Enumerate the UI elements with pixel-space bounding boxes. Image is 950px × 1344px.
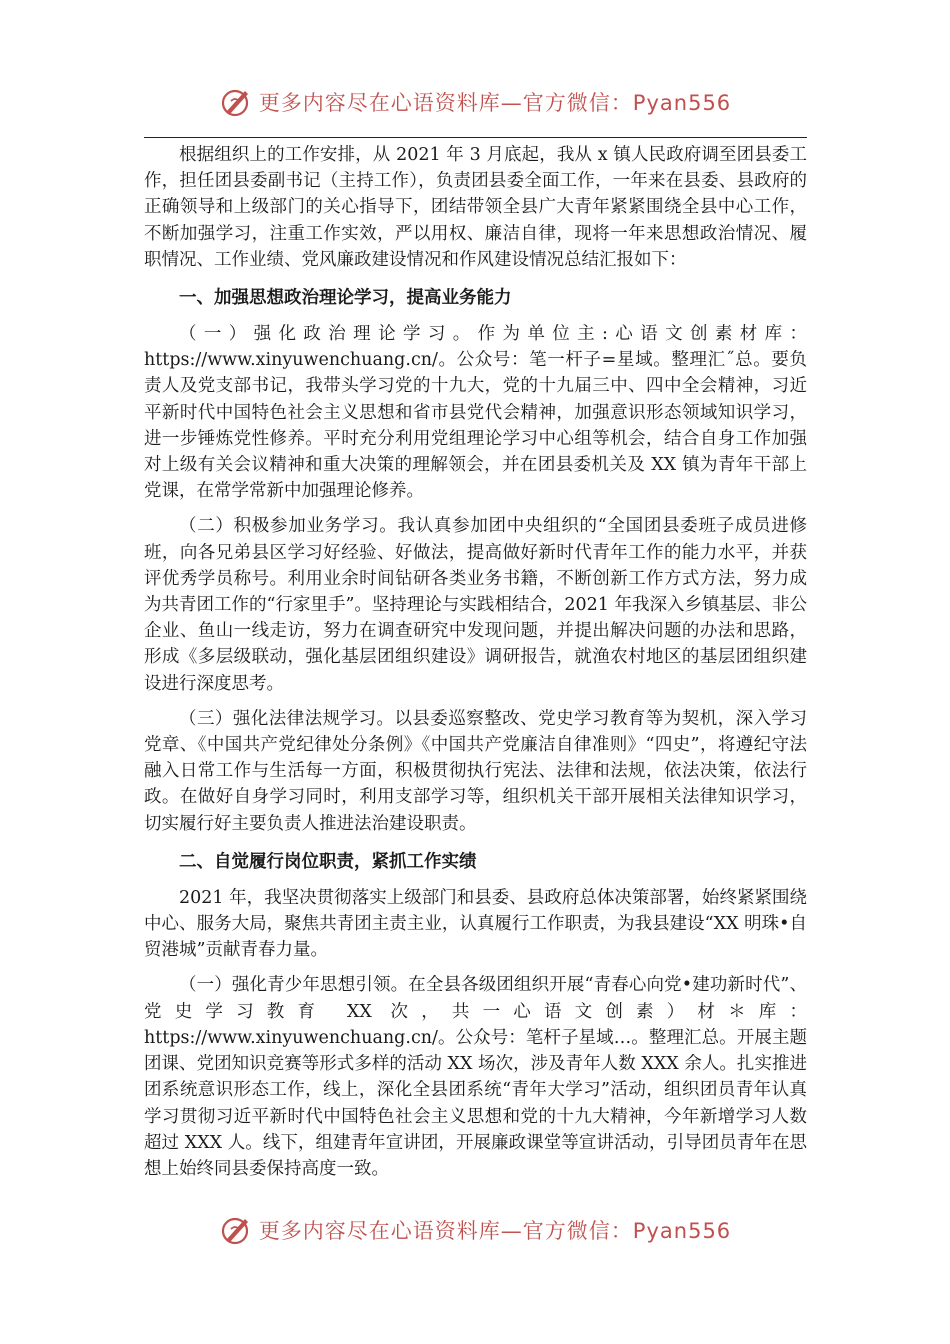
section1-paragraph-1: （一）强化政治理论学习。作为单位主:心语文创素材库：https://www.xinyuwenchuang.cn/。公众号：笔一杆子=星域。整理汇˝总。要负责人及党支部书记，我带头学习党的十九大，党的十九届三中、四中全会精神，习近平新时代中国特色社会主义思想和省市县党代会精神，加强意识形态领域知识学习，进一步锤炼党性修养。平时充分利用党组理论学习中心组等机会，结合自身工作加强对上级有关会议精神和重大决策的理解领会，并在团县委机关及 XX 镇为青年干部上党课，在常学常新中加强理论修养。 <box>144 324 807 502</box>
section1-paragraph-2: （二）积极参加业务学习。我认真参加团中央组织的“全国团县委班子成员进修班，向各兄弟县区学习好经验、好做法，提高做好新时代青年工作的能力水平，并获评优秀学员称号。利用业余时间钻研各类业务书籍，不断创新工作方式方法，努力成为共青团工作的“行家里手”。坚持理论与实践相结合，2021 年我深入乡镇基层、非公企业、鱼山一线走访，努力在调查研究中发现问题，并提出解决问题的办法和思路，形成《多层级联动，强化基层团组织建设》调研报告，就渔农村地区的基层团组织建设进行深度思考。 <box>144 516 807 694</box>
banner-text: 更多内容尽在心语资料库—官方微信：Pyan556 <box>258 91 732 115</box>
intro-paragraph: 根据组织上的工作安排，从 2021 年 3 月底起，我从 x 镇人民政府调至团县委工作，担任团县委副书记（主持工作），负责团县委全面工作，一年来在县委、县政府的正确领导和上级部门的关心指导下，团结带领全县广大青年紧紧围绕全县中心工作，不断加强学习，注重工作实效，严以用权、廉洁自律，现将一年来思想政治情况、履职情况、工作业绩、党风廉政建设情况和作风建设情况总结汇报如下： <box>144 145 807 270</box>
section1-paragraph-3: （三）强化法律法规学习。以县委巡察整改、党史学习教育等为契机，深入学习党章、《中国共产党纪律处分条例》《中国共产党廉洁自律准则》“四史”，将遵纪守法融入日常工作与生活每一方面，积极贯彻执行宪法、法律和法规，依法决策，依法行政。在做好自身学习同时，利用支部学习等，组织机关干部开展相关法律知识学习，切实履行好主要负责人推进法治建设职责。 <box>144 708 807 834</box>
section2-paragraph-1: （一）强化青少年思想引领。在全县各级团组织开展“青春心向党•建功新时代”、党史学习教育 XX 次，共一心语文创素）材＊库：https://www.xinyuwenchuang.cn/。公众号：笔杆子星域…。整理汇总。开展主题团课、党团知识竞赛等形式多样的活动 XX 场次，涉及青年人数 XXX 余人。扎实推进团系统意识形态工作，线上，深化全县团系统“青年大学习”活动，组织团员青年认真学习贯彻习近平新时代中国特色社会主义思想和党的十九大精神，今年新增学习人数超过 XXX 人。线下，组建青年宣讲团，开展廉政课堂等宣讲活动，引导团员青年在思想上始终同县委保持高度一致。 <box>144 975 807 1179</box>
header-banner <box>0 82 950 122</box>
document-body <box>144 142 807 1182</box>
section-heading-1: 一、加强思想政治理论学习，提高业务能力 <box>179 288 512 309</box>
banner-text: 更多内容尽在心语资料库—官方微信：Pyan556 <box>258 1219 732 1243</box>
section2-intro-paragraph: 2021 年，我坚决贯彻落实上级部门和县委、县政府总体决策部署，始终紧紧围绕中心、服务大局，聚焦共青团主责主业，认真履行工作职责，为我县建设“XX 明珠•自贸港城”贡献青春力量。 <box>144 887 807 961</box>
pen-logo-icon <box>219 85 253 119</box>
pen-logo-icon <box>219 1213 253 1247</box>
section-heading-2: 二、自觉履行岗位职责，紧抓工作实绩 <box>179 851 477 872</box>
footer-banner <box>0 1210 950 1250</box>
header-rule <box>144 137 807 138</box>
